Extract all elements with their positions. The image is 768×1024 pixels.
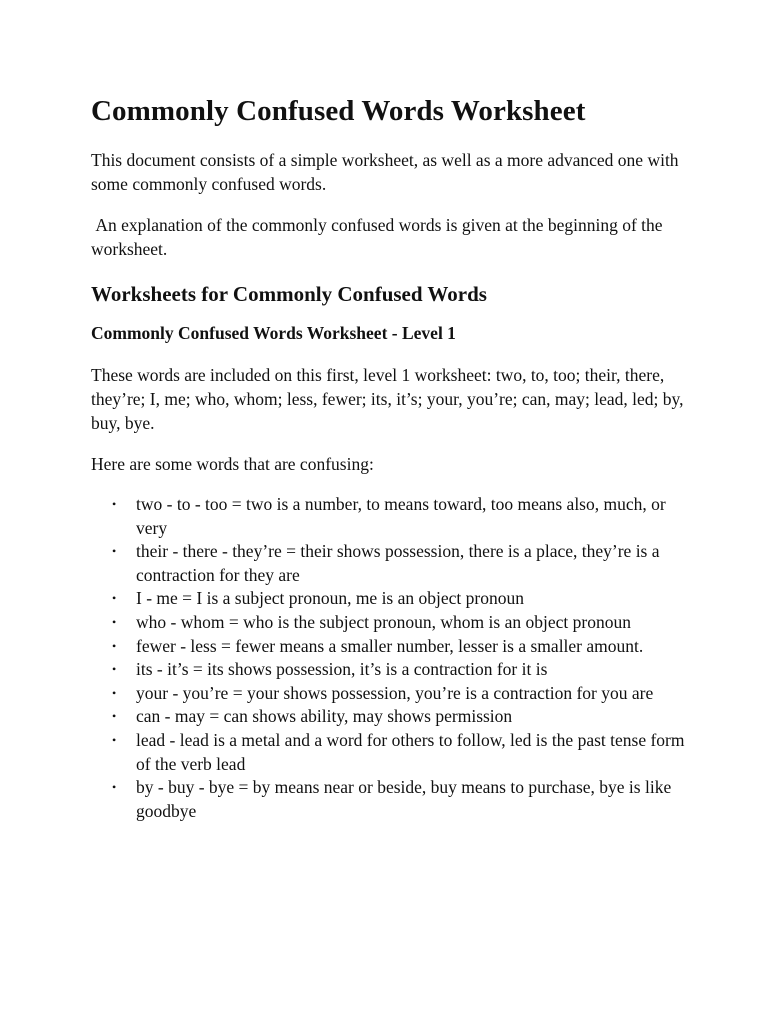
list-item — [91, 729, 691, 776]
list-item — [91, 682, 691, 706]
list-item-text: can - may = can shows ability, may shows permission — [136, 706, 513, 727]
list-item — [91, 540, 691, 587]
list-item-text: I - me = I is a subject pronoun, me is an object pronoun — [136, 588, 524, 609]
list-item — [91, 611, 691, 635]
section-heading: Worksheets for Commonly Confused Words — [91, 282, 487, 306]
list-item — [91, 776, 691, 823]
confused-words-list — [91, 493, 691, 823]
list-item-text: its - it’s = its shows possession, it’s is a contraction for it is — [136, 659, 548, 680]
list-item — [91, 658, 691, 682]
bullet-icon: • — [112, 709, 117, 724]
list-item — [91, 587, 691, 611]
bullet-icon: • — [112, 638, 117, 653]
list-item-text: fewer - less = fewer means a smaller number, lesser is a smaller amount. — [136, 635, 644, 656]
list-intro-paragraph: Here are some words that are confusing: — [91, 454, 374, 474]
intro-paragraph-1: This document consists of a simple worksheet, as well as a more advanced one with some commonly confused words. — [91, 150, 679, 194]
list-item-text: their - there - they’re = their shows possession, there is a place, they’re is a contraction for they are — [136, 541, 660, 585]
list-item — [91, 493, 691, 540]
list-item-text: lead - lead is a metal and a word for others to follow, led is the past tense form of the verb lead — [136, 729, 685, 774]
bullet-icon: • — [112, 662, 117, 677]
list-item — [91, 705, 691, 729]
bullet-icon: • — [112, 780, 117, 795]
bullet-icon: • — [112, 591, 117, 606]
level1-intro-paragraph: These words are included on this first, level 1 worksheet: two, to, too; their, there, they’re; I, me; who, whom; less, fewer; its, it’s; your, you’re; can, may; lead, led; by, buy, bye. — [91, 365, 684, 433]
list-item-text: two - to - too = two is a number, to means toward, too means also, much, or very — [136, 494, 666, 538]
bullet-icon: • — [112, 685, 117, 700]
intro-paragraph-2: An explanation of the commonly confused words is given at the beginning of the worksheet. — [91, 215, 667, 259]
list-item-text: who - whom = who is the subject pronoun, whom is an object pronoun — [136, 611, 631, 632]
document-page — [91, 92, 691, 823]
list-item — [91, 635, 691, 659]
list-item-text: by - buy - bye = by means near or beside, buy means to purchase, bye is like goodbye — [136, 777, 672, 821]
document-title: Commonly Confused Words Worksheet — [91, 95, 586, 127]
bullet-icon: • — [112, 544, 117, 559]
bullet-icon: • — [112, 614, 117, 629]
subsection-heading: Commonly Confused Words Worksheet - Level 1 — [91, 323, 456, 343]
list-item-text: your - you’re = your shows possession, you’re is a contraction for you are — [136, 682, 654, 703]
bullet-icon: • — [112, 732, 117, 747]
bullet-icon: • — [112, 497, 117, 511]
